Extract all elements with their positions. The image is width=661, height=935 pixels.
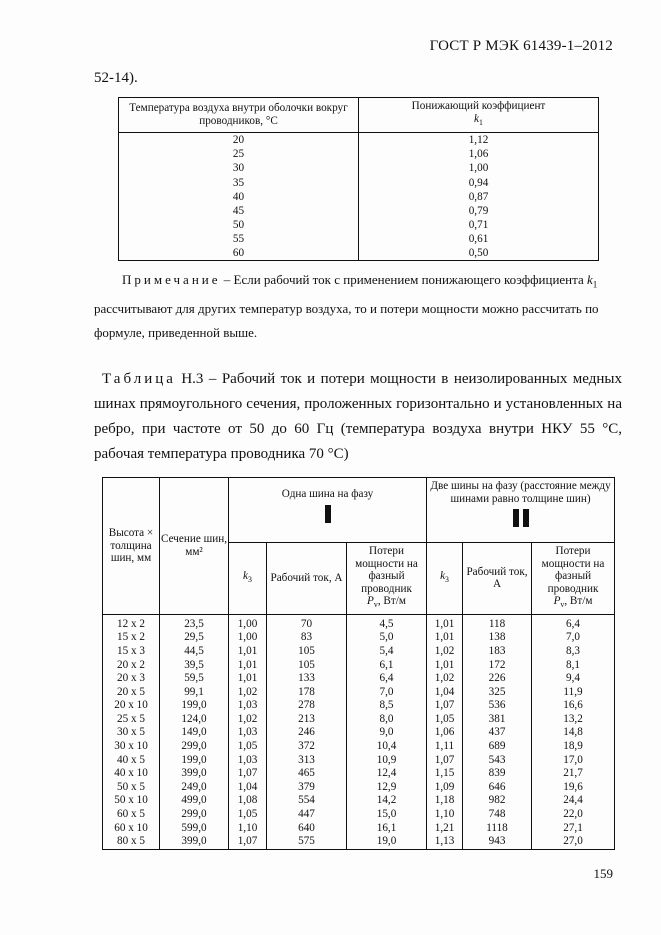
single-bar-icon — [325, 505, 331, 523]
k3-cell: 1,01 — [229, 645, 267, 659]
current-cell: 943 — [463, 835, 532, 849]
table-row — [119, 133, 599, 148]
derating-table — [118, 97, 599, 261]
loss-cell: 21,7 — [532, 767, 615, 781]
coefficient-cell: 0,94 — [359, 176, 599, 190]
size-cell: 20 x 3 — [103, 672, 160, 686]
size-cell: 40 x 10 — [103, 767, 160, 781]
current-cell: 1118 — [463, 822, 532, 836]
temperature-cell: 60 — [119, 246, 359, 261]
table-row — [119, 204, 599, 218]
section-cell: 99,1 — [160, 686, 229, 700]
temperature-cell: 30 — [119, 161, 359, 175]
current-cell: 748 — [463, 808, 532, 822]
temperature-cell: 40 — [119, 190, 359, 204]
size-cell: 25 x 5 — [103, 713, 160, 727]
loss-cell: 27,0 — [532, 835, 615, 849]
loss-cell: 5,0 — [347, 631, 427, 645]
size-cell: 50 x 5 — [103, 781, 160, 795]
size-cell: 40 x 5 — [103, 754, 160, 768]
two-bars-header: Две шины на фазу (расстояние между шинами равно толщине шин) — [427, 478, 615, 543]
k3-cell: 1,21 — [427, 822, 463, 836]
table-row — [119, 190, 599, 204]
k3-cell: 1,00 — [229, 614, 267, 631]
k3-cell: 1,05 — [427, 713, 463, 727]
current-cell: 278 — [267, 699, 347, 713]
section-cell: 399,0 — [160, 835, 229, 849]
loss-header-2: Потери мощности на фазный проводник $P_v$, Вт/м — [532, 543, 615, 615]
k3-cell: 1,09 — [427, 781, 463, 795]
size-cell: 50 x 10 — [103, 794, 160, 808]
k3-cell: 1,01 — [427, 659, 463, 673]
coefficient-cell: 0,61 — [359, 232, 599, 246]
section-cell: 199,0 — [160, 754, 229, 768]
table-row — [119, 232, 599, 246]
loss-cell: 8,3 — [532, 645, 615, 659]
k3-cell: 1,07 — [427, 699, 463, 713]
k3-cell: 1,11 — [427, 740, 463, 754]
current-cell: 381 — [463, 713, 532, 727]
loss-cell: 17,0 — [532, 754, 615, 768]
table-row — [103, 631, 615, 645]
current-cell: 325 — [463, 686, 532, 700]
loss-cell: 14,2 — [347, 794, 427, 808]
current-cell: 689 — [463, 740, 532, 754]
loss-cell: 13,2 — [532, 713, 615, 727]
table-row — [103, 822, 615, 836]
k3-cell: 1,03 — [229, 754, 267, 768]
current-cell: 640 — [267, 822, 347, 836]
page-number: 159 — [593, 866, 613, 881]
k3-cell: 1,10 — [427, 808, 463, 822]
section-cell: 499,0 — [160, 794, 229, 808]
section-cell: 149,0 — [160, 726, 229, 740]
table-row — [103, 754, 615, 768]
double-bar-icon — [513, 509, 519, 527]
table-row — [103, 726, 615, 740]
current-cell: 437 — [463, 726, 532, 740]
k3-cell: 1,07 — [229, 767, 267, 781]
table-row — [103, 781, 615, 795]
table-row — [103, 672, 615, 686]
current-cell: 575 — [267, 835, 347, 849]
coefficient-cell: 1,06 — [359, 147, 599, 161]
table-row — [103, 686, 615, 700]
loss-cell: 19,0 — [347, 835, 427, 849]
coefficient-cell: 1,12 — [359, 133, 599, 148]
loss-cell: 18,9 — [532, 740, 615, 754]
loss-cell: 5,4 — [347, 645, 427, 659]
temperature-cell: 20 — [119, 133, 359, 148]
loss-cell: 19,6 — [532, 781, 615, 795]
k3-cell: 1,10 — [229, 822, 267, 836]
table-row — [119, 246, 599, 261]
loss-cell: 4,5 — [347, 614, 427, 631]
current-cell: 138 — [463, 631, 532, 645]
current-cell: 543 — [463, 754, 532, 768]
k3-cell: 1,01 — [427, 614, 463, 631]
k3-cell: 1,02 — [229, 686, 267, 700]
table-title: Таблица Н.3 – Рабочий ток и потери мощности в неизолированных медных шинах прямоугольного сечения, проложенных горизонтально и установленных на ребро, при частоте от 50 до 60 Гц (температура воздуха внутри НКУ 55 °С, рабочая температура проводника 70 °С) — [94, 371, 622, 462]
loss-cell: 9,0 — [347, 726, 427, 740]
section-cell: 59,5 — [160, 672, 229, 686]
temperature-cell: 55 — [119, 232, 359, 246]
table-row — [103, 794, 615, 808]
table-row — [103, 645, 615, 659]
loss-cell: 10,4 — [347, 740, 427, 754]
current-cell: 554 — [267, 794, 347, 808]
section-cell: 39,5 — [160, 659, 229, 673]
k3-header: $k_3$ — [229, 543, 267, 615]
k3-cell: 1,18 — [427, 794, 463, 808]
current-cell: 447 — [267, 808, 347, 822]
k3-cell: 1,02 — [427, 672, 463, 686]
current-cell: 839 — [463, 767, 532, 781]
loss-cell: 8,1 — [532, 659, 615, 673]
size-cell: 20 x 5 — [103, 686, 160, 700]
current-cell: 465 — [267, 767, 347, 781]
k3-cell: 1,02 — [427, 645, 463, 659]
table-row — [103, 699, 615, 713]
temperature-cell: 35 — [119, 176, 359, 190]
loss-cell: 27,1 — [532, 822, 615, 836]
size-cell: 15 x 3 — [103, 645, 160, 659]
current-cell: 646 — [463, 781, 532, 795]
note: Примечание – Если рабочий ток с применением понижающего коэффициента $k_1$ рассчитывают для других температур воздуха, то и потери мощности можно рассчитать по формуле, приведенной выше. — [94, 272, 599, 340]
loss-cell: 12,9 — [347, 781, 427, 795]
current-cell: 246 — [267, 726, 347, 740]
table-row — [103, 740, 615, 754]
k3-cell: 1,01 — [229, 672, 267, 686]
cross-section-header: Сечение шин, мм² — [160, 478, 229, 615]
coefficient-cell: 1,00 — [359, 161, 599, 175]
current-cell: 982 — [463, 794, 532, 808]
current-cell: 178 — [267, 686, 347, 700]
section-cell: 29,5 — [160, 631, 229, 645]
one-bar-header: Одна шина на фазу — [229, 478, 427, 543]
size-cell: 60 x 10 — [103, 822, 160, 836]
k3-cell: 1,06 — [427, 726, 463, 740]
size-cell: 60 x 5 — [103, 808, 160, 822]
k3-cell: 1,03 — [229, 726, 267, 740]
size-cell: 80 x 5 — [103, 835, 160, 849]
k3-cell: 1,03 — [229, 699, 267, 713]
current-cell: 133 — [267, 672, 347, 686]
table-row — [103, 808, 615, 822]
section-cell: 299,0 — [160, 808, 229, 822]
coefficient-cell: 0,50 — [359, 246, 599, 261]
table-row — [103, 614, 615, 631]
table-row — [119, 161, 599, 175]
loss-cell: 16,1 — [347, 822, 427, 836]
coefficient-cell: 0,79 — [359, 204, 599, 218]
loss-cell: 16,6 — [532, 699, 615, 713]
loss-cell: 9,4 — [532, 672, 615, 686]
current-cell: 379 — [267, 781, 347, 795]
loss-cell: 7,0 — [532, 631, 615, 645]
section-cell: 299,0 — [160, 740, 229, 754]
size-cell: 30 x 10 — [103, 740, 160, 754]
section-cell: 599,0 — [160, 822, 229, 836]
loss-header: Потери мощности на фазный проводник $P_v$, Вт/м — [347, 543, 427, 615]
current-header: Рабочий ток, А — [267, 543, 347, 615]
size-cell: 12 x 2 — [103, 614, 160, 631]
current-cell: 183 — [463, 645, 532, 659]
loss-cell: 15,0 — [347, 808, 427, 822]
loss-cell: 7,0 — [347, 686, 427, 700]
size-cell: 20 x 2 — [103, 659, 160, 673]
current-cell: 172 — [463, 659, 532, 673]
temperature-cell: 25 — [119, 147, 359, 161]
table-row — [103, 835, 615, 849]
coefficient-column-header: Понижающий коэффициент $k_1$ — [359, 98, 599, 133]
loss-cell: 14,8 — [532, 726, 615, 740]
table-row — [119, 176, 599, 190]
busbar-table — [102, 477, 615, 850]
table-row — [103, 713, 615, 727]
current-cell: 70 — [267, 614, 347, 631]
current-cell: 536 — [463, 699, 532, 713]
k3-cell: 1,02 — [229, 713, 267, 727]
current-cell: 105 — [267, 645, 347, 659]
section-cell: 249,0 — [160, 781, 229, 795]
height-thickness-header: Высота × толщина шин, мм — [103, 478, 160, 615]
loss-cell: 6,1 — [347, 659, 427, 673]
k3-cell: 1,01 — [427, 631, 463, 645]
table-row — [103, 767, 615, 781]
loss-cell: 11,9 — [532, 686, 615, 700]
current-cell: 105 — [267, 659, 347, 673]
current-header-2: Рабочий ток, А — [463, 543, 532, 615]
loss-cell: 22,0 — [532, 808, 615, 822]
temperature-cell: 50 — [119, 218, 359, 232]
loss-cell: 10,9 — [347, 754, 427, 768]
section-cell: 399,0 — [160, 767, 229, 781]
k3-cell: 1,07 — [427, 754, 463, 768]
section-cell: 199,0 — [160, 699, 229, 713]
k3-cell: 1,04 — [427, 686, 463, 700]
k3-cell: 1,08 — [229, 794, 267, 808]
coefficient-cell: 0,71 — [359, 218, 599, 232]
loss-cell: 24,4 — [532, 794, 615, 808]
k3-cell: 1,01 — [229, 659, 267, 673]
k3-cell: 1,00 — [229, 631, 267, 645]
document-header: ГОСТ Р МЭК 61439-1–2012 — [429, 38, 613, 54]
section-cell: 44,5 — [160, 645, 229, 659]
current-cell: 83 — [267, 631, 347, 645]
loss-cell: 8,0 — [347, 713, 427, 727]
current-cell: 226 — [463, 672, 532, 686]
table-row — [119, 218, 599, 232]
current-cell: 213 — [267, 713, 347, 727]
loss-cell: 12,4 — [347, 767, 427, 781]
section-cell: 23,5 — [160, 614, 229, 631]
current-cell: 313 — [267, 754, 347, 768]
k3-header-2: $k_3$ — [427, 543, 463, 615]
table-row — [119, 147, 599, 161]
k3-cell: 1,05 — [229, 740, 267, 754]
coefficient-cell: 0,87 — [359, 190, 599, 204]
k3-cell: 1,07 — [229, 835, 267, 849]
current-cell: 372 — [267, 740, 347, 754]
k3-cell: 1,04 — [229, 781, 267, 795]
size-cell: 20 x 10 — [103, 699, 160, 713]
text-fragment: 52-14). — [94, 70, 138, 86]
temperature-column-header: Температура воздуха внутри оболочки вокруг проводников, °С — [119, 98, 359, 133]
section-cell: 124,0 — [160, 713, 229, 727]
k3-cell: 1,05 — [229, 808, 267, 822]
size-cell: 30 x 5 — [103, 726, 160, 740]
loss-cell: 8,5 — [347, 699, 427, 713]
k3-cell: 1,15 — [427, 767, 463, 781]
loss-cell: 6,4 — [347, 672, 427, 686]
table-row — [103, 659, 615, 673]
size-cell: 15 x 2 — [103, 631, 160, 645]
loss-cell: 6,4 — [532, 614, 615, 631]
current-cell: 118 — [463, 614, 532, 631]
temperature-cell: 45 — [119, 204, 359, 218]
k3-cell: 1,13 — [427, 835, 463, 849]
